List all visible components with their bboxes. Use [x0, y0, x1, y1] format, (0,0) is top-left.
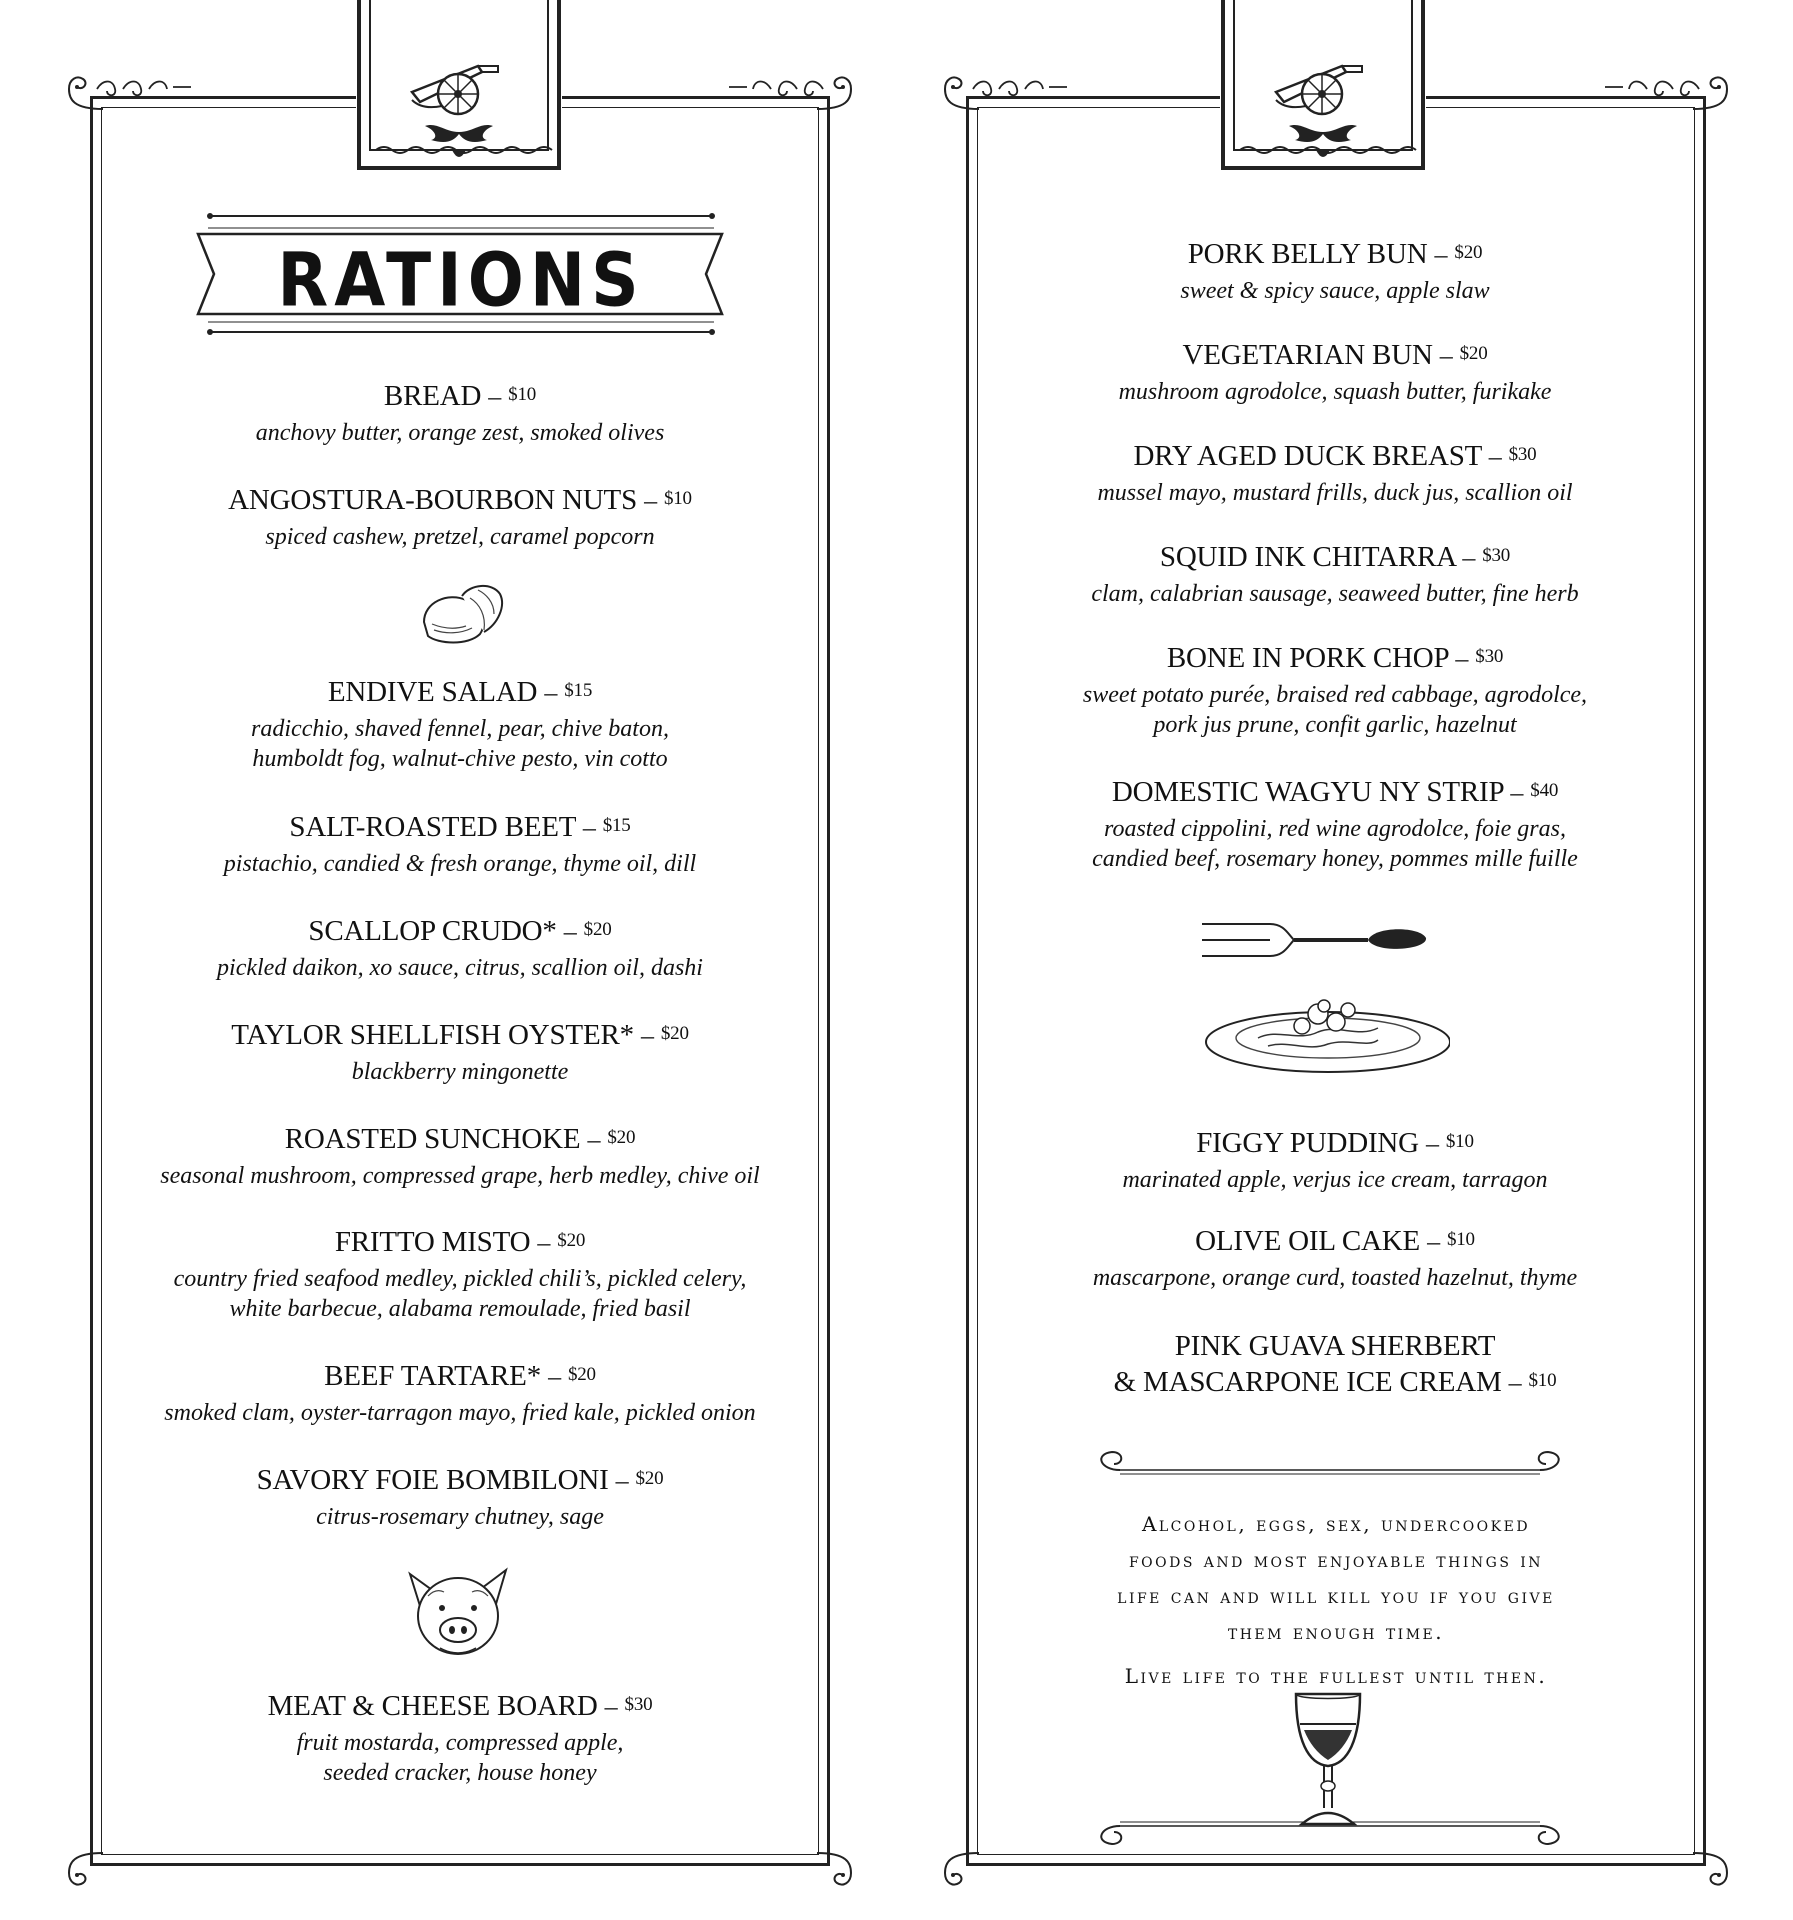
- warning-closing: Live life to the fullest until then.: [1124, 1664, 1548, 1688]
- dash-separator: –: [644, 486, 657, 515]
- menu-item: [1010, 539, 1660, 609]
- dash-separator: –: [537, 1228, 551, 1257]
- item-description: spiced cashew, pretzel, caramel popcorn: [265, 524, 655, 550]
- item-price: $10: [1446, 1229, 1475, 1250]
- item-price: $10: [1528, 1370, 1557, 1391]
- section-title: RATIONS: [277, 237, 645, 324]
- cannon-badge: [1220, 0, 1426, 170]
- scroll-ornament-icon: [1603, 75, 1703, 97]
- item-description: anchovy butter, orange zest, smoked olives: [255, 420, 665, 446]
- item-name: FRITTO MISTO: [334, 1226, 531, 1258]
- oyster-icon: [418, 578, 508, 650]
- cannon-badge: [356, 0, 562, 170]
- menu-item: [130, 913, 790, 983]
- flourish-divider-icon: [1090, 1448, 1570, 1488]
- item-description: blackberry mingonette: [351, 1059, 569, 1085]
- item-name: OLIVE OIL CAKE: [1195, 1225, 1420, 1257]
- item-header: [1010, 1125, 1660, 1165]
- item-description: seeded cracker, house honey: [323, 1760, 597, 1786]
- dash-separator: –: [1510, 778, 1524, 807]
- fork-icon: [1198, 914, 1450, 1084]
- corner-flourish-icon: [63, 1847, 109, 1893]
- menu-item: [130, 1017, 790, 1087]
- item-price: $10: [663, 488, 692, 509]
- item-description: white barbecue, alabama remoulade, fried basil: [229, 1296, 691, 1322]
- item-header: [1010, 1223, 1660, 1263]
- scroll-ornament-icon: [969, 75, 1069, 97]
- item-name: BEEF TARTARE*: [324, 1360, 541, 1392]
- warning-line: Alcohol, eggs, sex, undercooked: [1141, 1512, 1531, 1536]
- item-price: $30: [624, 1694, 653, 1715]
- item-name: ENDIVE SALAD: [327, 676, 538, 708]
- warning-line: foods and most enjoyable things in: [1128, 1548, 1544, 1572]
- item-price: $20: [583, 919, 612, 940]
- dash-separator: –: [548, 1362, 561, 1391]
- item-description: roasted cippolini, red wine agrodolce, foie gras,: [1104, 816, 1566, 842]
- dash-separator: –: [1488, 442, 1502, 471]
- warning-line: life can and will kill you if you give: [1117, 1584, 1555, 1608]
- pasta-plate-icon: [1206, 1000, 1450, 1072]
- corner-flourish-icon: [811, 1847, 857, 1893]
- item-price: $20: [557, 1230, 586, 1251]
- item-header: [130, 913, 790, 953]
- item-description: fruit mostarda, compressed apple,: [296, 1730, 624, 1756]
- item-description: marinated apple, verjus ice cream, tarragon: [1122, 1167, 1548, 1193]
- item-price: $20: [660, 1023, 689, 1044]
- dash-separator: –: [1434, 240, 1448, 269]
- menu-item: [1010, 774, 1660, 874]
- item-price: $20: [607, 1127, 636, 1148]
- dash-separator: –: [1462, 543, 1476, 572]
- menu-item: [1010, 438, 1660, 508]
- item-description: country fried seafood medley, pickled chili’s, pickled celery,: [173, 1266, 747, 1292]
- item-header: [1010, 337, 1660, 377]
- item-header: [1010, 640, 1660, 680]
- item-name: MEAT & CHEESE BOARD: [267, 1690, 598, 1722]
- item-description: candied beef, rosemary honey, pommes mille fuille: [1092, 846, 1578, 872]
- item-header: [130, 1224, 790, 1264]
- menu-item: [130, 378, 790, 448]
- item-name: ANGOSTURA-BOURBON NUTS: [228, 484, 638, 516]
- item-price: $10: [508, 384, 537, 405]
- item-price: $20: [635, 1468, 664, 1489]
- item-price: $40: [1530, 780, 1559, 801]
- item-name: SCALLOP CRUDO*: [308, 915, 557, 947]
- item-description: radicchio, shaved fennel, pear, chive baton,: [251, 716, 669, 742]
- item-header: [130, 1358, 790, 1398]
- menu-item: [1010, 640, 1660, 740]
- wine-goblet-icon: [1288, 1690, 1368, 1830]
- item-header: [130, 1462, 790, 1502]
- menu-item: [130, 1688, 790, 1788]
- dash-separator: –: [604, 1692, 618, 1721]
- item-price: $30: [1482, 545, 1511, 566]
- item-header: [130, 809, 790, 849]
- item-description: pork jus prune, confit garlic, hazelnut: [1153, 712, 1517, 738]
- item-name: PINK GUAVA SHERBERT: [1174, 1330, 1496, 1362]
- dash-separator: –: [587, 1125, 601, 1154]
- item-header: [130, 378, 790, 418]
- item-name: VEGETARIAN BUN: [1182, 339, 1433, 371]
- warning-text: [1076, 1506, 1596, 1694]
- menu-item: [130, 1121, 790, 1191]
- menu-item: [130, 1358, 790, 1428]
- item-price: $20: [567, 1364, 596, 1385]
- item-description: clam, calabrian sausage, seaweed butter, fine herb: [1091, 581, 1579, 607]
- dash-separator: –: [488, 382, 502, 411]
- dash-separator: –: [582, 813, 596, 842]
- item-description: mushroom agrodolce, squash butter, furikake: [1118, 379, 1552, 405]
- section-title-banner: [196, 212, 726, 336]
- item-price: $10: [1445, 1131, 1474, 1152]
- item-price: $30: [1508, 444, 1537, 465]
- item-header: [1010, 236, 1660, 276]
- item-price: $15: [564, 680, 593, 701]
- item-name: ROASTED SUNCHOKE: [284, 1123, 581, 1155]
- item-description: smoked clam, oyster-tarragon mayo, fried kale, pickled onion: [164, 1400, 756, 1426]
- dash-separator: –: [563, 917, 577, 946]
- item-name: DRY AGED DUCK BREAST: [1133, 440, 1482, 472]
- dash-separator: –: [1455, 644, 1469, 673]
- item-description: citrus-rosemary chutney, sage: [316, 1504, 604, 1530]
- dash-separator: –: [640, 1021, 654, 1050]
- menu-item: [130, 482, 790, 552]
- dash-separator: –: [1439, 341, 1453, 370]
- item-name: TAYLOR SHELLFISH OYSTER*: [231, 1019, 634, 1051]
- menu-item: [1010, 236, 1660, 306]
- dash-separator: –: [544, 678, 558, 707]
- item-name: & MASCARPONE ICE CREAM: [1113, 1366, 1502, 1398]
- menu-item: [1010, 1223, 1660, 1293]
- item-description: sweet & spicy sauce, apple slaw: [1180, 278, 1490, 304]
- item-description: sweet potato purée, braised red cabbage, agrodolce,: [1082, 682, 1588, 708]
- item-description: pistachio, candied & fresh orange, thyme oil, dill: [223, 851, 697, 877]
- item-name: BONE IN PORK CHOP: [1166, 642, 1449, 674]
- item-description: pickled daikon, xo sauce, citrus, scallion oil, dashi: [217, 955, 703, 981]
- item-header: [130, 1688, 790, 1728]
- menu-item: [130, 809, 790, 879]
- item-description: mussel mayo, mustard frills, duck jus, scallion oil: [1097, 480, 1573, 506]
- scroll-ornament-icon: [727, 75, 827, 97]
- item-header: [1010, 539, 1660, 579]
- item-name: SAVORY FOIE BOMBILONI: [256, 1464, 609, 1496]
- item-description: seasonal mushroom, compressed grape, herb medley, chive oil: [160, 1163, 760, 1189]
- dash-separator: –: [615, 1466, 629, 1495]
- item-header: [130, 1017, 790, 1057]
- corner-flourish-icon: [1687, 1847, 1733, 1893]
- item-header: [130, 674, 790, 714]
- menu-item: [130, 674, 790, 774]
- item-name: BREAD: [383, 380, 482, 412]
- item-price: $20: [1454, 242, 1483, 263]
- item-price: $30: [1475, 646, 1504, 667]
- item-description: mascarpone, orange curd, toasted hazelnut, thyme: [1092, 1265, 1578, 1291]
- item-header: [1010, 774, 1660, 814]
- menu-item: [1010, 337, 1660, 407]
- menu-item: [1030, 1328, 1640, 1404]
- item-name: SQUID INK CHITARRA: [1159, 541, 1456, 573]
- item-name: DOMESTIC WAGYU NY STRIP: [1111, 776, 1504, 808]
- item-description: humboldt fog, walnut-chive pesto, vin cotto: [252, 746, 668, 772]
- item-header: [1010, 438, 1660, 478]
- item-name: FIGGY PUDDING: [1196, 1127, 1419, 1159]
- item-header: [130, 482, 790, 522]
- menu-item: [130, 1224, 790, 1324]
- corner-flourish-icon: [939, 1847, 985, 1893]
- item-header: [130, 1121, 790, 1161]
- pig-head-icon: [398, 1560, 518, 1670]
- item-price: $15: [602, 815, 631, 836]
- item-name: PORK BELLY BUN: [1187, 238, 1428, 270]
- warning-line: them enough time.: [1227, 1620, 1445, 1644]
- item-name-line: & MASCARPONE ICE CREAM – $10: [1113, 1366, 1557, 1398]
- item-price: $20: [1459, 343, 1488, 364]
- menu-item: [130, 1462, 790, 1532]
- menu-item: [1010, 1125, 1660, 1195]
- scroll-ornament-icon: [93, 75, 193, 97]
- dash-separator: –: [1427, 1227, 1440, 1256]
- dash-separator: –: [1425, 1129, 1439, 1158]
- item-name: SALT-ROASTED BEET: [289, 811, 576, 843]
